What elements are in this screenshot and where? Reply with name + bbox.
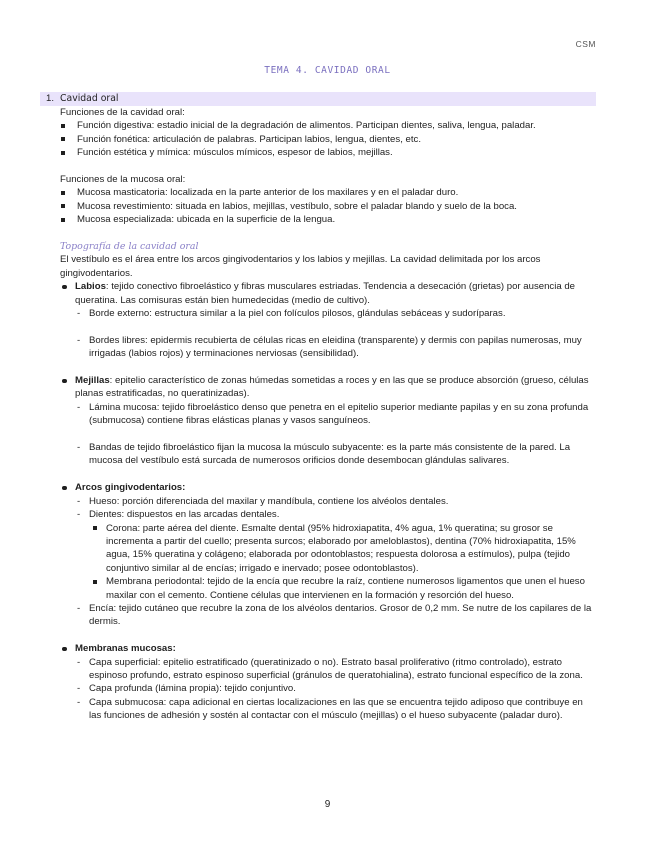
list-item: Corona: parte aérea del diente. Esmalte dental (95% hidroxiapatita, 4% agua, 1% queratina; su grosor se incrementa a partir del cuello; presenta surcos; elaborado por ameloblastos), dentina (70% hidroxiapatita, 15% agua, 15% queratina y colágeno; elaborada por odontoblastos; respuesta dolorosa a estímulos), pulpa (tejido conjuntivo similar al de encías; irrigado e inervado; posee odontoblastos). bbox=[60, 522, 595, 576]
author-initials: CSM bbox=[575, 39, 596, 49]
membranas-sublist bbox=[60, 656, 595, 723]
page-number: 9 bbox=[324, 799, 331, 810]
arcos-label: Arcos gingivodentarios: bbox=[75, 482, 186, 494]
list-item: Función estética y mímica: músculos mímicos, espesor de labios, mejillas. bbox=[60, 146, 595, 159]
mejillas-block bbox=[60, 374, 595, 401]
labios-text: : tejido conectivo fibroelástico y fibras musculares estriadas. Tendencia a desecación (grietas) por ausencia de queratina. Las comisuras están bien humedecidas (medio de cultivo). bbox=[75, 281, 576, 306]
list-item: - Dientes: dispuestos en las arcadas dentales. bbox=[60, 508, 595, 521]
membranas-label: Membranas mucosas: bbox=[75, 643, 176, 655]
membranas-block bbox=[60, 642, 595, 655]
topografia-intro: El vestíbulo es el área entre los arcos gingivodentarios y los labios y mejillas. La cavidad delimitada por los arcos gingivodentarios. bbox=[60, 254, 541, 279]
list-item: - Encía: tejido cutáneo que recubre la zona de los alvéolos dentarios. Grosor de 0,2 mm. Se nutre de los capilares de la dermis. bbox=[60, 602, 595, 629]
dientes-sublist bbox=[60, 522, 595, 602]
arcos-sublist bbox=[60, 495, 595, 522]
funciones-mucosa-list bbox=[60, 186, 595, 226]
document-body bbox=[60, 106, 595, 723]
list-item: - Lámina mucosa: tejido fibroelástico denso que penetra en el epitelio superior mediante papilas y en su zona profunda (submucosa) contiene fibras elásticas planas y vasos sanguíneos. bbox=[60, 401, 595, 428]
list-item: - Borde externo: estructura similar a la piel con folículos pilosos, glándulas sebáceas y sudoríparas. bbox=[60, 307, 595, 320]
mejillas-label: Mejillas bbox=[75, 375, 110, 387]
mejillas-sublist-2 bbox=[60, 441, 595, 468]
page-title: TEMA 4. CAVIDAD ORAL bbox=[264, 65, 391, 76]
list-item: - Capa submucosa: capa adicional en ciertas localizaciones en las que se encuentra tejido adiposo que contribuye en las funciones de adhesión y sostén al contactar con el músculo (mejillas) o el hueso subyacente (paladar duro). bbox=[60, 696, 595, 723]
funciones-cavidad-list bbox=[60, 119, 595, 159]
list-item: Función fonética: articulación de palabras. Participan labios, lengua, dientes, etc. bbox=[60, 133, 595, 146]
labios-sublist bbox=[60, 307, 595, 320]
section-heading bbox=[40, 92, 596, 106]
list-item: Función digestiva: estadio inicial de la degradación de alimentos. Participan dientes, saliva, lengua, paladar. bbox=[60, 119, 595, 132]
list-item: - Capa superficial: epitelio estratificado (queratinizado o no). Estrato basal proliferativo (ritmo controlado), estrato espinoso profundo, estrato espinoso superficial (gránulos de queratohialina), estrato funcional específico de la zona. bbox=[60, 656, 595, 683]
list-item: - Capa profunda (lámina propia): tejido conjuntivo. bbox=[60, 682, 595, 695]
list-item: - Bordes libres: epidermis recubierta de células ricas en eleidina (transparente) y dermis con papilas numerosas, muy irrigadas (labios rojos) y terminaciones nerviosas (sensibilidad). bbox=[60, 334, 595, 361]
list-item: Mucosa revestimiento: situada en labios, mejillas, vestíbulo, sobre el paladar blando y suelo de la boca. bbox=[60, 200, 595, 213]
encia-sublist bbox=[60, 602, 595, 629]
section-number: 1. bbox=[46, 93, 55, 104]
list-item: - Bandas de tejido fibroelástico fijan la mucosa la músculo subyacente: es la parte más consistente de la pared. La mucosa del vestíbulo está surcada de numerosos orificios donde desembocan glándulas salivares. bbox=[60, 441, 595, 468]
funciones-mucosa-heading: Funciones de la mucosa oral: bbox=[60, 174, 186, 186]
list-item: Mucosa masticatoria: localizada en la parte anterior de los maxilares y en el paladar duro. bbox=[60, 186, 595, 199]
labios-block bbox=[60, 280, 595, 307]
mejillas-sublist bbox=[60, 401, 595, 428]
list-item: Mucosa especializada: ubicada en la superficie de la lengua. bbox=[60, 213, 595, 226]
labios-label: Labios bbox=[75, 281, 106, 293]
mejillas-text: : epitelio característico de zonas húmedas sometidas a roces y en las que se produce absorción (grueso, células planas estratificadas, no queratinizadas). bbox=[75, 375, 589, 400]
arcos-block bbox=[60, 481, 595, 494]
section-title: Cavidad oral bbox=[60, 93, 119, 104]
labios-sublist-2 bbox=[60, 334, 595, 361]
list-item: Membrana periodontal: tejido de la encía que recubre la raíz, contiene numerosos ligamentos que unen el hueso maxilar con el cemento. Contiene células que intervienen en la formación y resorción del hueso. bbox=[60, 575, 595, 602]
topografia-subtitle: Topografía de la cavidad oral bbox=[60, 241, 199, 253]
funciones-cavidad-heading: Funciones de la cavidad oral: bbox=[60, 107, 185, 118]
list-item: - Hueso: porción diferenciada del maxilar y mandíbula, contiene los alvéolos dentales. bbox=[60, 495, 595, 508]
